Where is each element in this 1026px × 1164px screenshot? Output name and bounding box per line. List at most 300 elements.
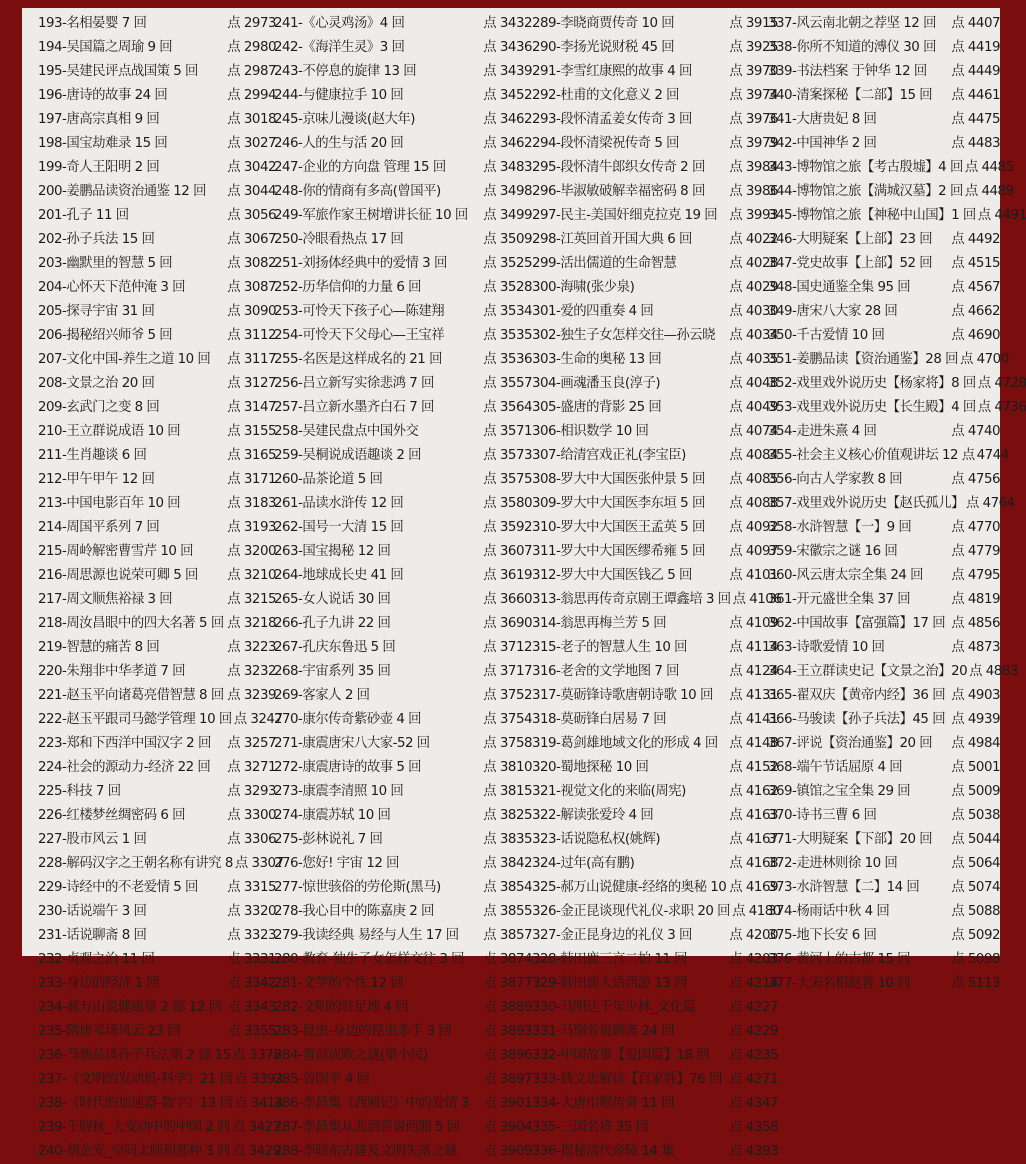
list-item bbox=[274, 276, 532, 300]
list-item bbox=[38, 204, 276, 228]
item-title: 352-戏里戏外说历史【杨家将】8 回 bbox=[768, 376, 976, 391]
item-title: 301-爱的四重奏 4 回 bbox=[532, 304, 654, 319]
item-points: 点 3897 bbox=[483, 1072, 532, 1087]
item-points: 点 3193 bbox=[227, 520, 276, 535]
list-item bbox=[532, 660, 778, 684]
item-title: 286-李昌集《西厢记》中的爱情 3 bbox=[274, 1096, 469, 1111]
item-points: 点 3690 bbox=[483, 616, 532, 631]
list-item bbox=[38, 924, 276, 948]
item-title: 377-大宋名相赵普 10 回 bbox=[768, 976, 911, 991]
list-item bbox=[532, 756, 778, 780]
item-title: 240-胡企光_空间太师和那种 3 回 bbox=[38, 1144, 230, 1159]
list-item bbox=[768, 132, 1000, 156]
item-points: 点 3976 bbox=[729, 112, 778, 127]
item-title: 199-奇人王阳明 2 回 bbox=[38, 160, 160, 175]
item-title: 309-罗大中大国医李东垣 5 回 bbox=[532, 496, 705, 511]
item-title: 354-走进朱熹 4 回 bbox=[768, 424, 877, 439]
item-title: 297-民主-美国奸细克拉克 19 回 bbox=[532, 208, 718, 223]
item-points: 点 3414 bbox=[234, 1096, 284, 1111]
item-title: 317-莫砺锋诗歌唐朝诗歌 10 回 bbox=[532, 688, 713, 703]
item-points: 点 3300 bbox=[227, 808, 276, 823]
item-title: 252-历华信仰的力量 6 回 bbox=[274, 280, 422, 295]
item-title: 248-你的情商有多高(曾国平) bbox=[274, 184, 441, 199]
item-points: 点 4740 bbox=[951, 424, 1000, 439]
item-title: 211-生肖趣谈 6 回 bbox=[38, 448, 147, 463]
item-points: 点 4873 bbox=[951, 640, 1000, 655]
item-title: 205-探寻宇宙 31 回 bbox=[38, 304, 155, 319]
list-item bbox=[274, 372, 532, 396]
item-title: 197-唐高宗真相 9 回 bbox=[38, 112, 160, 127]
list-item bbox=[768, 204, 1026, 228]
item-points: 点 3855 bbox=[483, 904, 532, 919]
item-title: 376-黄河上的古都 15 回 bbox=[768, 952, 911, 967]
item-title: 258-吴建民盘点中国外交 bbox=[274, 424, 419, 439]
list-item bbox=[532, 948, 778, 972]
list-item bbox=[38, 900, 276, 924]
list-item bbox=[532, 1068, 778, 1092]
list-item bbox=[274, 60, 532, 84]
list-item bbox=[274, 948, 532, 972]
item-title: 202-孙子兵法 15 回 bbox=[38, 232, 155, 247]
item-points: 4744 bbox=[976, 448, 1009, 463]
item-points: 点 4088 bbox=[729, 496, 778, 511]
item-title: 351-姜鹏品读【资治通鉴】28 回 bbox=[768, 352, 958, 367]
item-points: 点 3979 bbox=[729, 136, 778, 151]
item-points: 点 4764 bbox=[965, 496, 1015, 511]
item-title: 329-韩田鹿大话西游 13 回 bbox=[532, 976, 688, 991]
item-points: 点 3082 bbox=[227, 256, 276, 271]
item-title: 264-地球成长史 41 回 bbox=[274, 568, 404, 583]
item-title: 333-钱文忠解读【百家姓】76 回 bbox=[532, 1072, 722, 1087]
item-points: 点 3925 bbox=[729, 40, 778, 55]
item-title: 224-社会的源动力-经济 22 回 bbox=[38, 760, 211, 775]
list-item bbox=[274, 300, 532, 324]
item-points: 点 3854 bbox=[483, 880, 532, 895]
item-title: 311-罗大中大国医缪希雍 5 回 bbox=[532, 544, 705, 559]
list-item bbox=[38, 612, 276, 636]
item-title: 315-老子的智慧人生 10 回 bbox=[532, 640, 688, 655]
item-title: 266-孔子九讲 22 回 bbox=[274, 616, 391, 631]
item-title: 276-您好! 宇宙 12 回 bbox=[274, 856, 400, 871]
list-item bbox=[38, 1044, 282, 1068]
list-item bbox=[38, 36, 276, 60]
item-points: 点 4819 bbox=[951, 592, 1000, 607]
list-item bbox=[274, 780, 532, 804]
list-item bbox=[274, 1020, 532, 1044]
item-title: 235-隋唐考场风云 23 回 bbox=[38, 1024, 181, 1039]
list-item bbox=[274, 1140, 532, 1164]
list-item bbox=[768, 492, 1015, 516]
list-item bbox=[532, 12, 778, 36]
list-item bbox=[532, 36, 778, 60]
item-points: 点 3427 bbox=[231, 1120, 281, 1135]
item-points: 点 4085 bbox=[729, 472, 778, 487]
item-points: 点 3439 bbox=[483, 64, 532, 79]
list-item bbox=[768, 12, 1000, 36]
item-points: 点 3573 bbox=[483, 448, 532, 463]
item-points: 点 3462 bbox=[483, 136, 532, 151]
item-title: 347-党史故事【上部】52 回 bbox=[768, 256, 933, 271]
item-title: 295-段怀清牛郎织女传奇 2 回 bbox=[532, 160, 705, 175]
item-title: 193-名相晏婴 7 回 bbox=[38, 16, 147, 31]
list-item bbox=[274, 636, 532, 660]
item-points: 点 3498 bbox=[483, 184, 532, 199]
item-points: 点 3067 bbox=[227, 232, 276, 247]
list-item bbox=[532, 492, 778, 516]
list-item bbox=[532, 156, 778, 180]
list-item bbox=[532, 876, 778, 900]
item-points: 点 3247 bbox=[233, 712, 283, 727]
item-title: 214-周国平系列 7 回 bbox=[38, 520, 160, 535]
item-points: 点 3087 bbox=[227, 280, 276, 295]
item-title: 208-文景之治 20 回 bbox=[38, 376, 155, 391]
item-title: 226-红楼梦丝绸密码 6 回 bbox=[38, 808, 186, 823]
list-item bbox=[274, 180, 532, 204]
item-points: 点 3232 bbox=[227, 664, 276, 679]
item-title: 212-甲午甲午 12 回 bbox=[38, 472, 155, 487]
item-title: 283-昆虫-身边的昆虫杀手 3 回 bbox=[274, 1024, 452, 1039]
list-item bbox=[274, 1068, 532, 1092]
item-title: 262-国号一大清 15 回 bbox=[274, 520, 404, 535]
list-item bbox=[532, 84, 778, 108]
item-points: 点 5001 bbox=[951, 760, 1000, 775]
item-points: 点 3306 bbox=[227, 832, 276, 847]
item-points: 点 4475 bbox=[951, 112, 1000, 127]
item-points: 点 4662 bbox=[951, 304, 1000, 319]
item-points: 点 5038 bbox=[951, 808, 1000, 823]
item-title: 361-开元盛世全集 37 回 bbox=[768, 592, 911, 607]
item-title: 210-王立群说成语 10 回 bbox=[38, 424, 181, 439]
item-title: 230-话说端午 3 回 bbox=[38, 904, 147, 919]
list-item bbox=[38, 636, 276, 660]
list-item bbox=[532, 900, 781, 924]
list-item bbox=[38, 1020, 276, 1044]
item-title: 231-话说聊斋 8 回 bbox=[38, 928, 147, 943]
item-points: 点 3218 bbox=[227, 616, 276, 631]
item-points: 点 4035 bbox=[729, 352, 778, 367]
list-item bbox=[274, 204, 532, 228]
item-points: 点 3564 bbox=[483, 400, 532, 415]
item-title: 251-刘扬体经典中的爱情 3 回 bbox=[274, 256, 447, 271]
list-item bbox=[532, 1116, 778, 1140]
item-points: 点 4856 bbox=[951, 616, 1000, 631]
item-title: 194-吴国篇之周瑜 9 回 bbox=[38, 40, 173, 55]
item-title: 357-戏里戏外说历史【赵氏孤儿】 bbox=[768, 496, 964, 511]
list-item bbox=[274, 420, 532, 444]
item-points: 点 4030 bbox=[729, 304, 778, 319]
item-points: 点 3171 bbox=[227, 472, 276, 487]
item-points: 点 3857 bbox=[483, 928, 532, 943]
item-points: 点 3915 bbox=[729, 16, 778, 31]
list-item bbox=[38, 396, 276, 420]
item-title: 319-葛剑雄地域文化的形成 4 回 bbox=[532, 736, 718, 751]
item-title: 237-《文明的发动机-科学》21 回 bbox=[38, 1072, 233, 1087]
list-item bbox=[274, 1092, 532, 1116]
list-item bbox=[274, 612, 532, 636]
list-item bbox=[274, 324, 532, 348]
item-points: 点 3429 bbox=[231, 1144, 281, 1159]
item-points: 点 3619 bbox=[483, 568, 532, 583]
item-title: 255-名医是这样成名的 21 回 bbox=[274, 352, 442, 367]
list-item bbox=[38, 564, 276, 588]
item-points: 点 4461 bbox=[951, 88, 1000, 103]
item-title: 336-揭秘清代帝陵 14 集 bbox=[532, 1144, 675, 1159]
item-title: 249-军旅作家王树增讲长征 10 回 bbox=[274, 208, 468, 223]
list-item bbox=[38, 996, 276, 1020]
item-title: 239-王晓秋_大变动中的中国 2 回 bbox=[38, 1120, 230, 1135]
list-item bbox=[38, 84, 276, 108]
item-points: 点 3393 bbox=[234, 1072, 284, 1087]
list-item bbox=[768, 300, 1000, 324]
item-title: 363-诗歌爱情 10 回 bbox=[768, 640, 885, 655]
item-points: 点 3993 bbox=[729, 208, 778, 223]
item-title: 261-品读水浒传 12 回 bbox=[274, 496, 404, 511]
item-title: 366-马骏读【孙子兵法】45 回 bbox=[768, 712, 946, 727]
item-points: 点 3893 bbox=[483, 1024, 532, 1039]
item-points: 点 4271 bbox=[729, 1072, 778, 1087]
item-points: 点 4131 bbox=[729, 688, 778, 703]
item-title: 325-郝万山说健康-经络的奥秘 10 bbox=[532, 880, 727, 895]
item-points: 点 4152 bbox=[729, 760, 778, 775]
list-item bbox=[38, 804, 276, 828]
item-points: 点 3557 bbox=[483, 376, 532, 391]
item-points: 点 4227 bbox=[729, 1000, 778, 1015]
item-title: 292-杜甫的文化意义 2 回 bbox=[532, 88, 680, 103]
item-title: 277-惊世骇俗的劳伦斯(黑马) bbox=[274, 880, 441, 895]
item-title: 326-金正昆谈现代礼仪-求职 20 回 bbox=[532, 904, 731, 919]
item-title: 234-郝万山说健康第 2 部 12 回 bbox=[38, 1000, 222, 1015]
list-item bbox=[768, 972, 1000, 996]
item-points: 点 4141 bbox=[729, 712, 778, 727]
item-title: 334-大唐巾帼传奇 11 回 bbox=[532, 1096, 675, 1111]
item-points: 点 3889 bbox=[483, 1000, 532, 1015]
item-points: 点 4148 bbox=[729, 736, 778, 751]
item-points: 点 4736 bbox=[977, 400, 1026, 415]
list-item bbox=[38, 60, 276, 84]
item-points: 点 3452 bbox=[483, 88, 532, 103]
item-points: 点 2994 bbox=[227, 88, 276, 103]
item-points: 点 3239 bbox=[227, 688, 276, 703]
item-title: 320-蜀地探秘 10 回 bbox=[532, 760, 649, 775]
item-title: 368-端午节话屈原 4 回 bbox=[768, 760, 903, 775]
item-title: 300-海啸(张少泉) bbox=[532, 280, 635, 295]
item-title: 268-宇宙系列 35 回 bbox=[274, 664, 391, 679]
list-item bbox=[38, 276, 276, 300]
list-item bbox=[38, 492, 276, 516]
item-points: 点 4449 bbox=[951, 64, 1000, 79]
item-title: 198-国宝劫难录 15 回 bbox=[38, 136, 168, 151]
list-item bbox=[768, 852, 1000, 876]
item-title: 263-国宝揭秘 12 回 bbox=[274, 544, 391, 559]
list-item bbox=[532, 1044, 778, 1068]
item-title: 342-中国神华 2 回 bbox=[768, 136, 877, 151]
item-points: 点 3536 bbox=[483, 352, 532, 367]
list-item bbox=[274, 36, 532, 60]
item-points: 点 4235 bbox=[729, 1048, 778, 1063]
item-title: 200-姜鹏品读资治通鉴 12 回 bbox=[38, 184, 206, 199]
list-item bbox=[38, 708, 283, 732]
item-points: 点 4567 bbox=[951, 280, 1000, 295]
list-item bbox=[38, 588, 276, 612]
item-title: 280-教育-独生子女怎样交往 3 回 bbox=[274, 952, 465, 967]
list-item bbox=[274, 588, 532, 612]
item-points: 点 4407 bbox=[951, 16, 1000, 31]
list-item bbox=[768, 756, 1000, 780]
item-points: 点 4084 bbox=[729, 448, 778, 463]
item-title: 299-活出儒道的生命智慧 bbox=[532, 256, 677, 271]
item-title: 345-博物馆之旅【神秘中山国】1 回 bbox=[768, 208, 976, 223]
item-title: 215-周岭解密曹雪芹 10 回 bbox=[38, 544, 194, 559]
item-title: 307-给清宫戏正礼(李宝臣) bbox=[532, 448, 686, 463]
list-item bbox=[768, 660, 1018, 684]
list-item bbox=[768, 36, 1000, 60]
list-item bbox=[274, 492, 532, 516]
item-title: 233-身边的经济 1 回 bbox=[38, 976, 160, 991]
list-item bbox=[38, 876, 276, 900]
list-item bbox=[768, 588, 1000, 612]
item-title: 256-吕立新写实徐悲鸿 7 回 bbox=[274, 376, 434, 391]
item-points: 点 4393 bbox=[729, 1144, 778, 1159]
item-points: 点 4022 bbox=[729, 232, 778, 247]
item-title: 321-视觉文化的来临(周宪) bbox=[532, 784, 686, 799]
list-item bbox=[38, 348, 276, 372]
item-points: 点 4214 bbox=[729, 976, 778, 991]
list-item bbox=[274, 468, 532, 492]
item-title: 270-康尔传奇紫砂壶 4 回 bbox=[274, 712, 422, 727]
item-title: 291-李雪红康熙的故事 4 回 bbox=[532, 64, 692, 79]
list-item bbox=[532, 324, 778, 348]
item-title: 288-李晓东古建及文明失落之谜 bbox=[274, 1144, 458, 1159]
item-title: 348-国史通鉴全集 95 回 bbox=[768, 280, 911, 295]
item-title: 375-地下长安 6 回 bbox=[768, 928, 877, 943]
item-title: 350-千古爱情 10 回 bbox=[768, 328, 885, 343]
item-title: 250-冷眼看热点 17 回 bbox=[274, 232, 404, 247]
item-points: 点 3842 bbox=[483, 856, 532, 871]
item-points: 点 3200 bbox=[227, 544, 276, 559]
item-title: 304-画魂潘玉良(淳子) bbox=[532, 376, 661, 391]
item-title: 269-客家人 2 回 bbox=[274, 688, 370, 703]
item-title: 306-相识数学 10 回 bbox=[532, 424, 649, 439]
item-title: 318-莫砺锋白居易 7 回 bbox=[532, 712, 667, 727]
list-item bbox=[38, 1116, 281, 1140]
item-points: 点 3432 bbox=[483, 16, 532, 31]
item-points: 点 2987 bbox=[227, 64, 276, 79]
item-points: 点 4883 bbox=[969, 664, 1018, 679]
item-points: 点 4169 bbox=[729, 880, 778, 895]
item-points: 点 4770 bbox=[951, 520, 1000, 535]
item-title: 373-水浒智慧【二】14 回 bbox=[768, 880, 920, 895]
item-points: 点 3331 bbox=[227, 952, 276, 967]
list-column-2 bbox=[274, 12, 532, 1164]
item-title: 274-康震苏轼 10 回 bbox=[274, 808, 391, 823]
list-item bbox=[532, 180, 778, 204]
list-item bbox=[768, 372, 1026, 396]
item-title: 229-诗经中的不老爱情 5 回 bbox=[38, 880, 198, 895]
list-item bbox=[38, 132, 276, 156]
list-item bbox=[532, 252, 778, 276]
item-points: 点 4756 bbox=[951, 472, 1000, 487]
list-item bbox=[532, 276, 778, 300]
item-points: 点 3575 bbox=[483, 472, 532, 487]
item-points: 点 4728 bbox=[977, 376, 1026, 391]
list-item bbox=[38, 540, 276, 564]
item-points: 点 3835 bbox=[483, 832, 532, 847]
item-points: 点 4419 bbox=[951, 40, 1000, 55]
item-title: 293-段怀清孟姜女传奇 3 回 bbox=[532, 112, 692, 127]
item-points: 点 4485 bbox=[964, 160, 1014, 175]
list-item bbox=[532, 924, 778, 948]
item-title: 341-大唐贵妃 8 回 bbox=[768, 112, 877, 127]
item-title: 335-三国名将 35 回 bbox=[532, 1120, 649, 1135]
item-title: 206-揭秘绍兴师爷 5 回 bbox=[38, 328, 173, 343]
item-title: 281-文学的个性 12 回 bbox=[274, 976, 404, 991]
list-item bbox=[768, 252, 1000, 276]
item-points: 点 2973 bbox=[227, 16, 276, 31]
item-title: 243-不停息的旋律 13 回 bbox=[274, 64, 417, 79]
item-points: 点 4903 bbox=[951, 688, 1000, 703]
item-points: 点 4795 bbox=[951, 568, 1000, 583]
list-item bbox=[38, 12, 276, 36]
item-points: 点 3210 bbox=[227, 568, 276, 583]
item-points: 点 3436 bbox=[483, 40, 532, 55]
list-item bbox=[768, 276, 1000, 300]
item-title: 285-曾国平 4 回 bbox=[274, 1072, 370, 1087]
item-title: 244-与健康拉手 10 回 bbox=[274, 88, 404, 103]
item-points: 点 4203 bbox=[729, 952, 778, 967]
item-title: 218-周汝昌眼中的四大名著 5 回 bbox=[38, 616, 224, 631]
item-points: 点 4200 bbox=[729, 928, 778, 943]
item-points: 点 3056 bbox=[227, 208, 276, 223]
item-points: 点 3825 bbox=[483, 808, 532, 823]
item-title: 364-王立群读史记【文景之治】20 bbox=[768, 664, 968, 679]
item-title: 238-《时代的加速器-数字》13 回 bbox=[38, 1096, 233, 1111]
item-points: 点 5074 bbox=[951, 880, 1000, 895]
list-item bbox=[274, 156, 532, 180]
item-points: 点 3042 bbox=[227, 160, 276, 175]
list-item bbox=[274, 828, 532, 852]
list-item bbox=[768, 636, 1000, 660]
list-item bbox=[38, 780, 276, 804]
item-points: 点 3090 bbox=[227, 304, 276, 319]
list-item bbox=[38, 948, 276, 972]
item-points: 点 4492 bbox=[951, 232, 1000, 247]
item-points: 点 3909 bbox=[483, 1144, 532, 1159]
item-title: 228-解码汉字之王朝名称有讲究 8 bbox=[38, 856, 233, 871]
item-title: 204-心怀天下范仲淹 3 回 bbox=[38, 280, 186, 295]
item-points: 点 4700 bbox=[959, 352, 1009, 367]
item-title: 209-玄武门之变 8 回 bbox=[38, 400, 160, 415]
list-item bbox=[532, 1020, 778, 1044]
item-points: 点 3027 bbox=[227, 136, 276, 151]
item-points: 点 3483 bbox=[483, 160, 532, 175]
list-item bbox=[768, 900, 1000, 924]
item-title: 201-孔子 11 回 bbox=[38, 208, 129, 223]
item-title: 344-博物馆之旅【满城汉墓】2 回 bbox=[768, 184, 963, 199]
list-item bbox=[768, 948, 1000, 972]
item-points: 点 4029 bbox=[729, 280, 778, 295]
list-item bbox=[38, 420, 276, 444]
item-points: 点 3974 bbox=[729, 88, 778, 103]
item-points: 点 3986 bbox=[729, 184, 778, 199]
item-title: 236-马骏品读孙子兵法第 2 部 15 bbox=[38, 1048, 231, 1063]
list-item bbox=[768, 444, 1009, 468]
item-points: 点 3815 bbox=[483, 784, 532, 799]
item-title: 360-风云唐太宗全集 24 回 bbox=[768, 568, 924, 583]
list-item bbox=[274, 804, 532, 828]
list-item bbox=[274, 972, 532, 996]
item-title: 287-李昌集从悲到喜说西厢 5 回 bbox=[274, 1120, 460, 1135]
item-points: 点 3223 bbox=[227, 640, 276, 655]
